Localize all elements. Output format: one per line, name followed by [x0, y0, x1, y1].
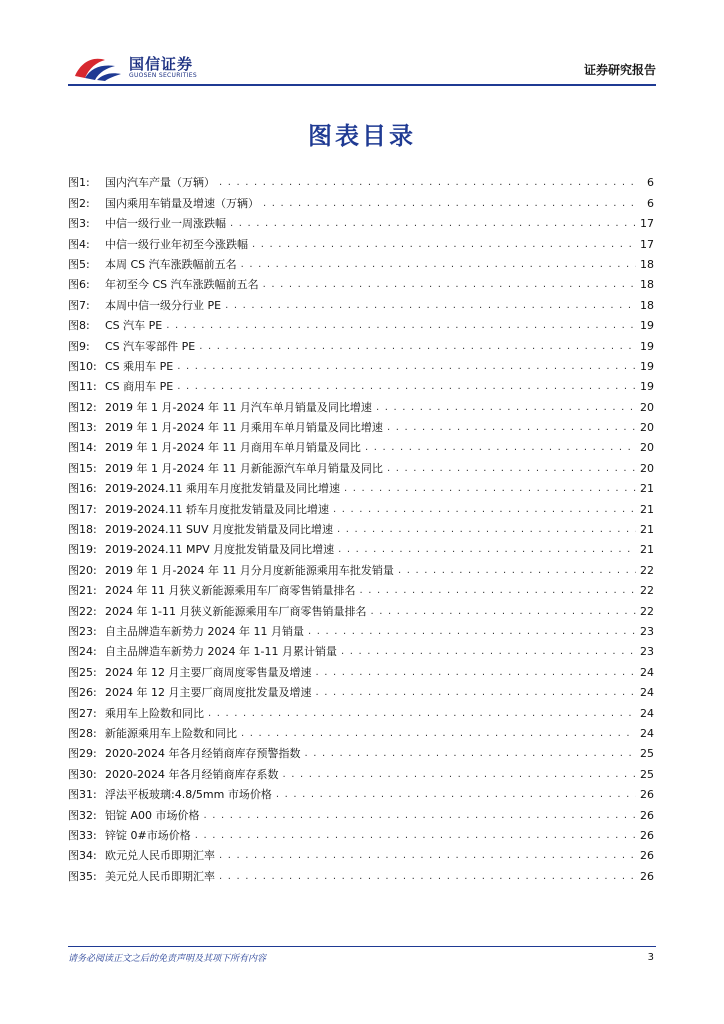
logo-chinese-name: 国信证券 — [129, 55, 194, 73]
figure-number: 图32: — [68, 808, 97, 822]
figure-number: 图19: — [68, 543, 97, 557]
figure-title: CS 商用车 PE — [105, 380, 174, 394]
figure-title: 2019 年 1 月-2024 年 11 月汽车单月销量及同比增速 — [105, 400, 372, 414]
dot-leader — [370, 605, 636, 619]
footer-disclaimer: 请务必阅读正文之后的免责声明及其项下所有内容 — [68, 954, 267, 964]
figure-page-number: 17 — [640, 237, 654, 251]
figure-list — [68, 170, 654, 884]
figure-number: 图22: — [68, 604, 97, 618]
figure-page-number: 18 — [640, 278, 654, 292]
figure-title: 自主品牌造车新势力 2024 年 11 月销量 — [105, 624, 304, 638]
figure-number: 图31: — [68, 788, 97, 802]
toc-entry[interactable] — [68, 313, 654, 333]
report-type-label: 证券研究报告 — [583, 63, 656, 77]
figure-page-number: 24 — [640, 706, 654, 720]
figure-page-number: 22 — [640, 604, 654, 618]
dot-leader — [333, 503, 636, 517]
toc-entry[interactable] — [68, 761, 654, 781]
figure-number: 图1: — [68, 176, 90, 190]
figure-number: 图15: — [68, 461, 97, 475]
figure-title: 浮法平板玻璃:4.8/5mm 市场价格 — [105, 788, 272, 802]
figure-page-number: 21 — [640, 502, 654, 516]
figure-page-number: 19 — [640, 319, 654, 333]
figure-number: 图23: — [68, 624, 97, 638]
figure-page-number: 20 — [640, 400, 654, 414]
dot-leader — [219, 849, 636, 863]
figure-number: 图29: — [68, 747, 97, 761]
toc-entry[interactable] — [68, 415, 654, 435]
figure-page-number: 23 — [640, 645, 654, 659]
toc-entry[interactable] — [68, 292, 654, 312]
figure-page-number: 20 — [640, 461, 654, 475]
figure-number: 图8: — [68, 319, 90, 333]
toc-entry[interactable] — [68, 598, 654, 618]
dot-leader — [344, 482, 636, 496]
toc-entry[interactable] — [68, 537, 654, 557]
figure-page-number: 19 — [640, 339, 654, 353]
figure-number: 图35: — [68, 869, 97, 883]
toc-entry[interactable] — [68, 455, 654, 475]
figure-title: 2019 年 1 月-2024 年 11 月分月度新能源乘用车批发销量 — [105, 563, 394, 577]
dot-leader — [387, 462, 636, 476]
toc-entry[interactable] — [68, 190, 654, 210]
figure-title: 2019 年 1 月-2024 年 11 月商用车单月销量及同比 — [105, 441, 361, 455]
figure-number: 图13: — [68, 421, 97, 435]
toc-entry[interactable] — [68, 619, 654, 639]
figure-page-number: 26 — [640, 849, 654, 863]
figure-page-number: 23 — [640, 624, 654, 638]
figure-title: 2019 年 1 月-2024 年 11 月新能源汽车单月销量及同比 — [105, 461, 383, 475]
dot-leader — [315, 666, 636, 680]
figure-title: 铝锭 A00 市场价格 — [105, 808, 200, 822]
toc-entry[interactable] — [68, 272, 654, 292]
figure-number: 图6: — [68, 278, 90, 292]
dot-leader — [252, 238, 636, 252]
toc-entry[interactable] — [68, 252, 654, 272]
figure-number: 图3: — [68, 217, 90, 231]
dot-leader — [315, 686, 636, 700]
figure-page-number: 20 — [640, 421, 654, 435]
figure-page-number: 21 — [640, 482, 654, 496]
figure-number: 图25: — [68, 665, 97, 679]
figure-title: 2020-2024 年各月经销商库存预警指数 — [105, 747, 301, 761]
figure-title: 欧元兑人民币即期汇率 — [105, 849, 215, 863]
figure-title: 国内乘用车销量及增速（万辆） — [105, 196, 259, 210]
figure-title: 2024 年 12 月主要厂商周度批发量及增速 — [105, 686, 312, 700]
dot-leader — [177, 380, 636, 394]
figure-title: 自主品牌造车新势力 2024 年 1-11 月累计销量 — [105, 645, 337, 659]
guosen-logo — [71, 52, 221, 84]
figure-number: 图30: — [68, 767, 97, 781]
figure-title: 2019-2024.11 SUV 月度批发销量及同比增速 — [105, 523, 334, 537]
figure-page-number: 18 — [640, 298, 654, 312]
figure-number: 图5: — [68, 257, 90, 271]
toc-entry[interactable] — [68, 741, 654, 761]
toc-entry[interactable] — [68, 394, 654, 414]
figure-page-number: 22 — [640, 584, 654, 598]
figure-title: 2024 年 12 月主要厂商周度零售量及增速 — [105, 665, 312, 679]
toc-entry[interactable] — [68, 823, 654, 843]
toc-entry[interactable] — [68, 333, 654, 353]
toc-entry[interactable] — [68, 211, 654, 231]
figure-page-number: 19 — [640, 380, 654, 394]
figure-title: 2019-2024.11 轿车月度批发销量及同比增速 — [105, 502, 329, 516]
figure-number: 图17: — [68, 502, 97, 516]
figure-page-number: 21 — [640, 543, 654, 557]
figure-number: 图4: — [68, 237, 90, 251]
figure-page-number: 26 — [640, 808, 654, 822]
figure-title: 美元兑人民币即期汇率 — [105, 869, 215, 883]
figure-title: 锌锭 0#市场价格 — [105, 828, 191, 842]
dot-leader — [195, 829, 636, 843]
dot-leader — [219, 176, 636, 190]
dot-leader — [398, 564, 636, 578]
dot-leader — [376, 401, 636, 415]
figure-page-number: 24 — [640, 726, 654, 740]
dot-leader — [337, 523, 636, 537]
figure-number: 图18: — [68, 523, 97, 537]
figure-page-number: 6 — [647, 176, 654, 190]
figure-page-number: 18 — [640, 257, 654, 271]
logo-mark-icon — [71, 54, 123, 82]
dot-leader — [359, 584, 636, 598]
dot-leader — [177, 360, 636, 374]
figure-page-number: 25 — [640, 747, 654, 761]
figure-title: 2024 年 11 月狭义新能源乘用车厂商零售销量排名 — [105, 584, 356, 598]
figure-title: CS 汽车零部件 PE — [105, 339, 196, 353]
figure-page-number: 26 — [640, 788, 654, 802]
figure-title: 中信一级行业年初至今涨跌幅 — [105, 237, 248, 251]
toc-entry[interactable] — [68, 802, 654, 822]
toc-entry[interactable] — [68, 476, 654, 496]
dot-leader — [230, 217, 636, 231]
figure-title: 新能源乘用车上险数和同比 — [105, 726, 237, 740]
dot-leader — [387, 421, 636, 435]
figure-number: 图27: — [68, 706, 97, 720]
dot-leader — [263, 197, 636, 211]
dot-leader — [304, 747, 636, 761]
dot-leader — [208, 707, 636, 721]
toc-entry[interactable] — [68, 374, 654, 394]
figure-page-number: 19 — [640, 359, 654, 373]
toc-entry[interactable] — [68, 700, 654, 720]
figure-title: 2019-2024.11 乘用车月度批发销量及同比增速 — [105, 482, 340, 496]
figure-number: 图7: — [68, 298, 90, 312]
figure-page-number: 22 — [640, 563, 654, 577]
dot-leader — [365, 441, 636, 455]
figure-number: 图11: — [68, 380, 97, 394]
page-header — [68, 52, 656, 84]
figure-title: 国内汽车产量（万辆） — [105, 176, 215, 190]
figure-page-number: 26 — [640, 869, 654, 883]
figure-page-number: 6 — [647, 196, 654, 210]
figure-page-number: 17 — [640, 217, 654, 231]
figure-number: 图10: — [68, 359, 97, 373]
toc-entry[interactable] — [68, 231, 654, 251]
figure-title: 年初至今 CS 汽车涨跌幅前五名 — [105, 278, 259, 292]
dot-leader — [241, 727, 636, 741]
toc-entry[interactable] — [68, 843, 654, 863]
figure-page-number: 24 — [640, 686, 654, 700]
figure-number: 图34: — [68, 849, 97, 863]
figure-title: 乘用车上险数和同比 — [105, 706, 204, 720]
figure-number: 图33: — [68, 828, 97, 842]
figure-title: CS 乘用车 PE — [105, 359, 174, 373]
figure-page-number: 25 — [640, 767, 654, 781]
figure-page-number: 21 — [640, 523, 654, 537]
figure-page-number: 24 — [640, 665, 654, 679]
toc-entry[interactable] — [68, 782, 654, 802]
toc-entry[interactable] — [68, 578, 654, 598]
dot-leader — [166, 319, 636, 333]
figure-title: 中信一级行业一周涨跌幅 — [105, 217, 226, 231]
dot-leader — [276, 788, 636, 802]
toc-entry[interactable] — [68, 680, 654, 700]
dot-leader — [199, 340, 636, 354]
figure-number: 图28: — [68, 726, 97, 740]
dot-leader — [338, 543, 636, 557]
page-number: 3 — [647, 952, 654, 963]
dot-leader — [219, 870, 636, 884]
figure-number: 图26: — [68, 686, 97, 700]
figure-title: 本周中信一级分行业 PE — [105, 298, 222, 312]
toc-entry[interactable] — [68, 496, 654, 516]
figure-number: 图20: — [68, 563, 97, 577]
figure-title: 2024 年 1-11 月狭义新能源乘用车厂商零售销量排名 — [105, 604, 367, 618]
figure-title: 本周 CS 汽车涨跌幅前五名 — [105, 257, 237, 271]
figure-page-number: 20 — [640, 441, 654, 455]
figure-number: 图2: — [68, 196, 90, 210]
figure-page-number: 26 — [640, 828, 654, 842]
figure-title: 2020-2024 年各月经销商库存系数 — [105, 767, 279, 781]
dot-leader — [308, 625, 636, 639]
footer-divider — [68, 946, 656, 947]
logo-english-name: GUOSEN SECURITIES — [129, 72, 198, 79]
toc-entry[interactable] — [68, 170, 654, 190]
dot-leader — [241, 258, 636, 272]
dot-leader — [282, 768, 636, 782]
toc-entry[interactable] — [68, 435, 654, 455]
figure-number: 图9: — [68, 339, 90, 353]
figure-title: 2019 年 1 月-2024 年 11 月乘用车单月销量及同比增速 — [105, 421, 383, 435]
figure-number: 图14: — [68, 441, 97, 455]
figure-number: 图12: — [68, 400, 97, 414]
toc-entry[interactable] — [68, 354, 654, 374]
toc-entry[interactable] — [68, 659, 654, 679]
dot-leader — [225, 299, 636, 313]
toc-entry[interactable] — [68, 639, 654, 659]
figure-title: 2019-2024.11 MPV 月度批发销量及同比增速 — [105, 543, 335, 557]
dot-leader — [341, 645, 636, 659]
dot-leader — [204, 809, 636, 823]
header-divider — [68, 84, 656, 86]
page-title: 图表目录 — [308, 122, 416, 150]
figure-number: 图21: — [68, 584, 97, 598]
toc-entry[interactable] — [68, 517, 654, 537]
figure-number: 图24: — [68, 645, 97, 659]
toc-entry[interactable] — [68, 721, 654, 741]
dot-leader — [263, 278, 636, 292]
figure-title: CS 汽车 PE — [105, 319, 163, 333]
figure-number: 图16: — [68, 482, 97, 496]
toc-entry[interactable] — [68, 863, 654, 883]
toc-entry[interactable] — [68, 557, 654, 577]
